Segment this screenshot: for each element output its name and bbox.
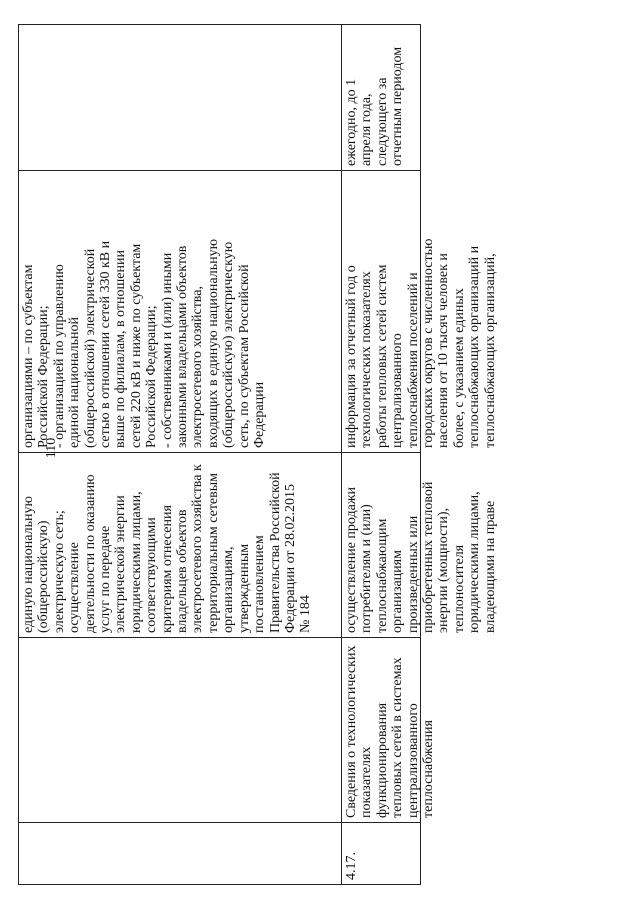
text-line: № 184 (298, 595, 314, 633)
text-line: входящих в единую национальную (205, 238, 221, 448)
text-line: ежегодно, до 1 (344, 78, 359, 166)
text-line: (общероссийскую) электрическую (221, 241, 237, 448)
text-line: электросетевого хозяйства к (190, 464, 206, 633)
text-line: теплоснабжающим (374, 518, 390, 633)
text-line: следующего за (374, 77, 390, 166)
text-line: Федерации (252, 381, 268, 448)
period-cell (19, 25, 342, 171)
text-line: - организацией по управлению (51, 264, 67, 448)
text-line: электрическую сеть; (51, 510, 67, 633)
text-line: сетей 220 кВ и ниже по субъектам (128, 243, 144, 448)
page-number: 110 (44, 437, 60, 459)
provider-cell (342, 453, 498, 638)
text-line: сетью в отношении сетей 330 кВ и (98, 240, 114, 448)
text-line: тепловых сетей в системах (390, 657, 406, 818)
content-cell (19, 171, 342, 453)
text-line: произведенных или (405, 515, 421, 633)
text-line: критериям отнесения (159, 505, 175, 633)
text-line: соответствующими (144, 517, 160, 633)
text-line: энергии (мощности), (436, 507, 452, 633)
text-line: электросетевого хозяйства, (190, 286, 206, 448)
table-row (342, 25, 421, 885)
text-line: отчетным периодом (390, 46, 406, 166)
text-line: услуг по передаче (98, 525, 114, 633)
text-line: деятельности по оказанию (82, 474, 98, 633)
text-line: сеть, по субъектам Российской (236, 264, 252, 448)
text-line: организациям, (221, 546, 237, 633)
text-line: владельцев объектов (175, 509, 191, 633)
table-row (19, 25, 342, 885)
text-line: централизованного (390, 333, 406, 448)
info-name-cell (19, 638, 342, 823)
text-line: теплоносителя (451, 544, 467, 633)
row-number-cell (19, 823, 342, 885)
text-line: организациями – по субъектам (21, 264, 36, 448)
text-line: теплоснабжения (421, 720, 437, 818)
text-line: электрической энергии (113, 495, 129, 633)
text-line: выше по филиалам, в отношении (113, 250, 129, 448)
text-line: Правительства Российской (267, 472, 283, 633)
content-cell (342, 171, 498, 453)
provider-cell (19, 453, 342, 638)
text-line: информация за отчетный год о (344, 265, 359, 448)
text-line: Российской Федерации; (144, 305, 160, 448)
text-line: городских округов с численностью (421, 238, 437, 448)
text-line: технологических показателях (359, 271, 375, 448)
period-cell (342, 25, 421, 171)
text-line: работы тепловых сетей систем (374, 264, 390, 448)
text-line: населения от 10 тысяч человек и (436, 253, 452, 448)
text-line: централизованного (405, 703, 421, 818)
text-line: владеющими на праве (482, 500, 498, 633)
text-line: (общероссийскую) (36, 520, 52, 633)
info-name-cell (342, 638, 437, 823)
text-line: приобретенных тепловой (421, 481, 437, 633)
text-line: единой национальной (67, 316, 83, 448)
text-line: единую национальную (21, 496, 36, 633)
text-line: юридическими лицами, (467, 491, 483, 633)
text-line: показателях (359, 746, 375, 818)
requirements-table (18, 24, 498, 885)
text-line: Сведения о технологических (344, 645, 359, 818)
text-line: осуществление продажи (344, 487, 359, 633)
text-line: - собственниками и (или) иными (159, 252, 175, 448)
text-line: Федерации от 28.02.2015 (282, 483, 298, 633)
text-line: потребителям и (или) (359, 504, 375, 633)
text-line: теплоснабжения поселений и (405, 272, 421, 448)
text-line: территориальным сетевым (205, 472, 221, 633)
text-line: теплоснабжающих организаций и (467, 245, 483, 448)
rotated-page (18, 25, 628, 885)
text-line: теплоснабжающих организаций, (482, 253, 498, 448)
text-line: функционирования (374, 702, 390, 818)
text-line: более, с указанием единых (451, 288, 467, 448)
text-line: утвержденным (236, 543, 252, 633)
text-line: юридическими лицами, (128, 491, 144, 633)
text-line: организациям (390, 550, 406, 633)
text-line: (общероссийской) электрической (82, 248, 98, 448)
text-line: Российской Федерации; (36, 305, 52, 448)
row-number-cell: 4.17. (342, 823, 421, 885)
text-line: апреля года, (359, 93, 375, 166)
text-line: законными владельцами объектов (175, 245, 191, 448)
text-line: осуществление (67, 542, 83, 633)
text-line: постановлением (252, 535, 268, 633)
